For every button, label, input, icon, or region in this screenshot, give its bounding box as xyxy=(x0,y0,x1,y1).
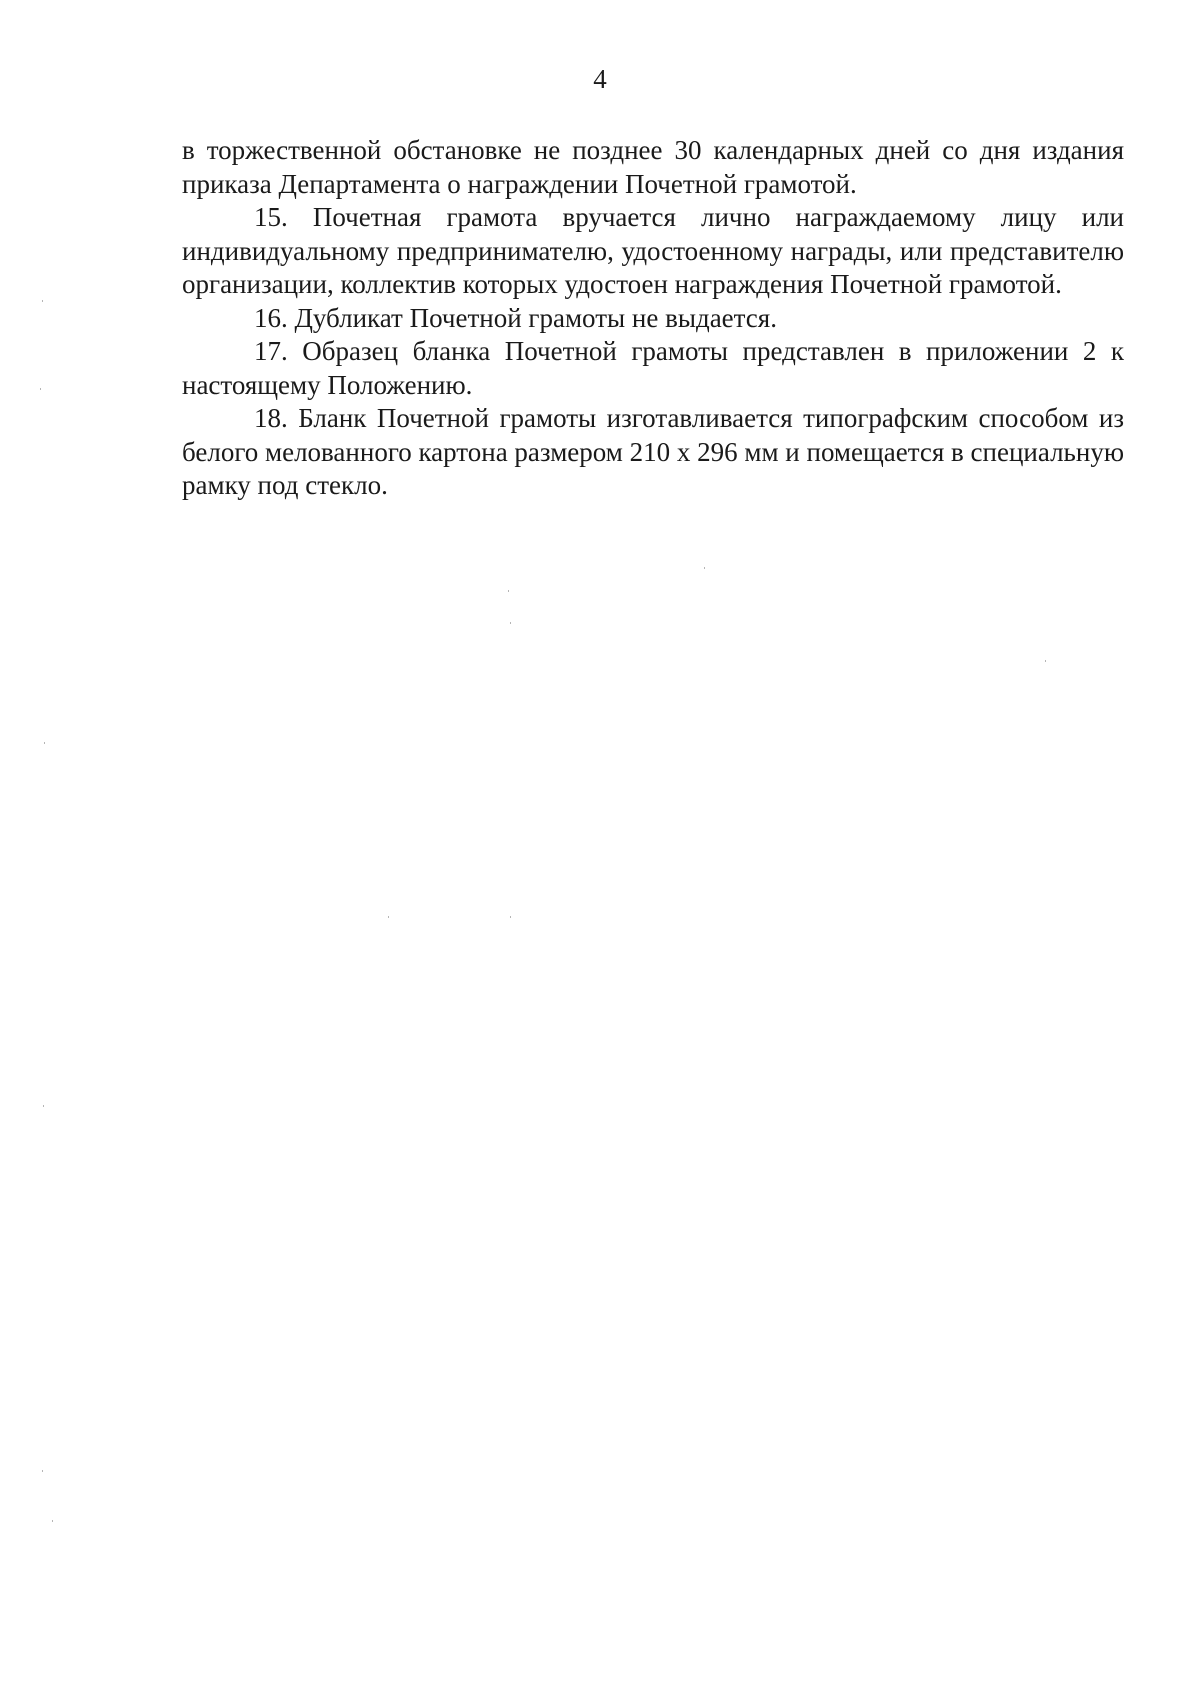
scan-speck xyxy=(388,916,389,918)
scan-speck xyxy=(42,300,43,302)
paragraph-item-17: 17. Образец бланка Почетной грамоты представлен в приложении 2 к настоящему Положению. xyxy=(182,336,1124,400)
scan-speck xyxy=(40,388,41,390)
scan-speck xyxy=(1045,660,1046,662)
page-number: 4 xyxy=(593,64,607,94)
paragraph-item-18: 18. Бланк Почетной грамоты изготавливается типографским способом из белого мелованного картона размером 210 х 296 мм и помещается в специальную рамку под стекло. xyxy=(182,403,1124,500)
scan-speck xyxy=(43,1105,44,1107)
paragraph-continuation: в торжественной обстановке не позднее 30 календарных дней со дня издания приказа Департамента о награждении Почетной грамотой. xyxy=(182,135,1124,199)
paragraph-item-15: 15. Почетная грамота вручается лично награждаемому лицу или индивидуальному предпринимателю, удостоенному награды, или представителю организации, коллектив которых удостоен награждения Почетной грамотой. xyxy=(182,202,1124,299)
scan-speck xyxy=(704,567,705,569)
scan-speck xyxy=(510,916,511,918)
scan-speck xyxy=(510,622,511,624)
scan-speck xyxy=(52,1520,53,1522)
scan-speck xyxy=(44,742,45,744)
paragraph-item-16: 16. Дубликат Почетной грамоты не выдается. xyxy=(254,302,777,333)
scan-speck xyxy=(42,1470,43,1472)
scan-speck xyxy=(508,590,509,592)
document-body xyxy=(182,134,1124,503)
